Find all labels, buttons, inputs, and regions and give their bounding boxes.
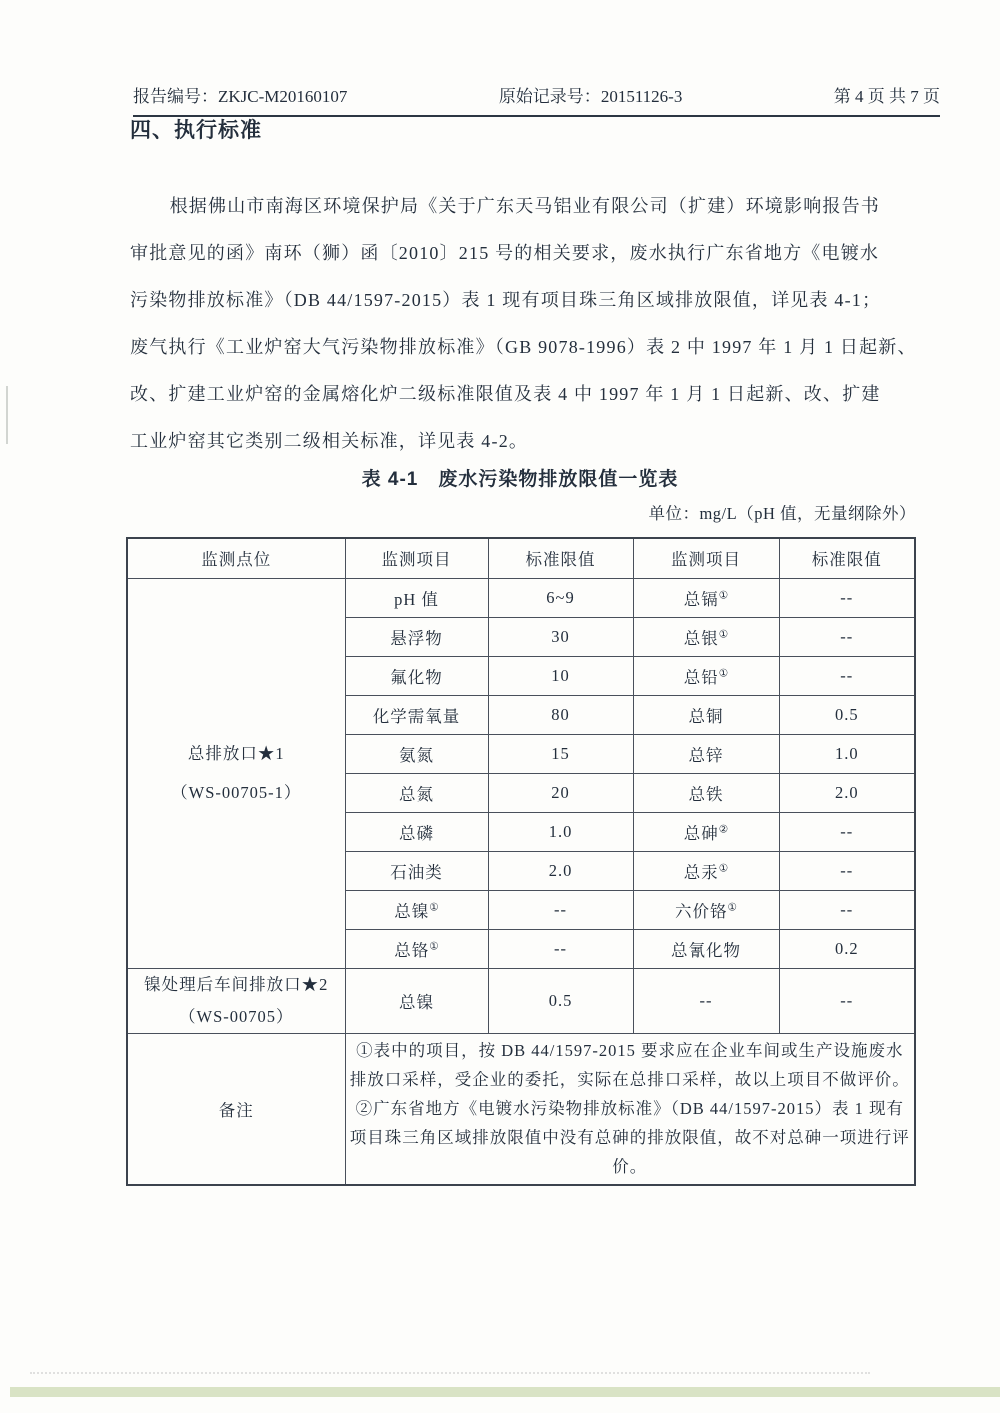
scan-edge-artifact [6,386,8,444]
remark-body [345,1033,915,1185]
report-number-label: 报告编号： [133,87,218,106]
col-header-item-1: 监测项目 [345,538,488,578]
point-name: 总排放口★1 [187,744,285,763]
limit-text: 0.2 [834,938,859,958]
remark-label: 备注 [127,1033,345,1185]
limit-text: -- [554,938,567,958]
item-cell [633,968,779,1033]
limit-cell [488,968,633,1033]
limit-cell [488,734,633,773]
limit-text: 10 [551,665,570,685]
footnote-mark: ① [718,668,729,679]
item-text: 总锌 [688,745,724,765]
point-code: （WS-00705） [179,1006,294,1026]
record-number [499,82,683,107]
item-text: 悬浮物 [390,628,443,648]
item-cell [633,578,779,617]
limit-cell [488,890,633,929]
footnote-mark: ② [718,824,729,835]
limit-text: 30 [551,626,570,646]
limit-text: 6~9 [546,587,575,607]
report-number [133,82,347,107]
limit-text: -- [840,990,854,1010]
point-code: （WS-00705-1） [171,783,302,802]
item-text: 总银 [683,628,719,648]
item-text: 总铁 [688,784,724,804]
limit-cell [488,812,633,851]
item-cell [345,578,488,617]
page-indicator: 第 4 页 共 7 页 [833,87,940,106]
limit-cell [779,890,915,929]
limit-text: 0.5 [834,704,859,724]
item-text: 总砷 [683,823,719,843]
table-row [127,578,915,617]
item-cell [633,734,779,773]
report-number-value: ZKJC-M20160107 [218,87,348,106]
item-text: 石油类 [390,862,443,882]
monitoring-point-cell [127,578,345,968]
limit-cell [488,695,633,734]
paragraph-line: 根据佛山市南海区环境保护局《关于广东天马铝业有限公司（扩建）环境影响报告书 [169,196,880,216]
limit-text: 0.5 [548,990,573,1010]
doc-header [133,82,940,117]
item-cell [633,773,779,812]
limit-text: 80 [551,704,570,724]
limit-cell [488,929,633,968]
limit-cell [779,812,915,851]
limit-text: -- [840,860,854,880]
item-text: 化学需氧量 [372,706,461,726]
item-text: pH 值 [394,589,439,609]
limit-cell [488,773,633,812]
item-text: 总铬 [394,940,430,960]
item-text: 六价铬 [675,901,728,921]
item-text: 总镉 [683,589,719,609]
point-name: 镍处理后车间排放口★2 [144,974,329,994]
limit-text: -- [840,665,854,685]
paragraph-line: 废气执行《工业炉窑大气污染物排放标准》（GB 9078-1996）表 2 中 1997 年 1 月 1 日起新、 [130,337,917,357]
limit-cell [779,695,915,734]
item-text: 氨氮 [399,745,434,765]
paragraph-line: 改、扩建工业炉窑的金属熔化炉二级标准限值及表 4 中 1997 年 1 月 1 日起新、改、扩建 [130,384,881,404]
footnote-mark: ① [429,902,439,913]
col-header-limit-1: 标准限值 [488,538,633,578]
item-cell [633,890,779,929]
item-cell [345,812,488,851]
item-cell [345,773,488,812]
limit-cell [779,851,915,890]
limit-text: 15 [551,743,570,763]
limits-table [126,537,916,1186]
item-text: 总氰化物 [671,940,741,960]
monitoring-point-cell [127,968,345,1033]
limit-text: -- [840,821,854,841]
scan-smudge-artifact [30,1372,870,1374]
item-cell [345,968,488,1033]
item-cell [345,929,488,968]
item-cell [633,656,779,695]
limit-text: -- [840,587,854,607]
item-text: 总铅 [683,667,719,687]
item-cell [345,734,488,773]
limit-text: -- [840,626,854,646]
item-text: 总镍 [394,901,430,921]
limit-cell [488,851,633,890]
record-number-value: 20151126-3 [600,87,683,106]
limit-cell [779,578,915,617]
footnote-mark: ① [429,941,439,952]
body-paragraph [130,183,942,465]
item-text: 总镍 [399,992,434,1012]
item-text: 总磷 [399,823,434,843]
item-text: -- [699,990,713,1010]
limit-text: 1.0 [834,743,859,763]
limit-text: -- [554,899,567,919]
limit-cell [779,656,915,695]
limit-cell [779,734,915,773]
table-caption: 表 4-1 废水污染物排放限值一览表 [361,469,679,490]
scanner-band-artifact [10,1387,1000,1397]
item-text: 总氮 [399,784,434,804]
item-cell [633,929,779,968]
item-cell [633,617,779,656]
item-cell [345,656,488,695]
record-number-label: 原始记录号： [498,87,601,106]
limit-cell [779,968,915,1033]
item-cell [345,617,488,656]
item-cell [345,890,488,929]
unit-note: 单位：mg/L（pH 值，无量纲除外） [648,504,916,523]
table-row-nickel-outlet [127,968,915,1033]
paragraph-line: 审批意见的函》南环（狮）函〔2010〕215 号的相关要求，废水执行广东省地方《电镀水 [130,243,880,263]
footnote-mark: ① [718,629,729,640]
limit-text: -- [840,899,854,919]
limit-cell [779,929,915,968]
section-title: 四、执行标准 [130,119,262,142]
item-cell [633,695,779,734]
table-row-remarks [127,1033,915,1185]
limit-cell [779,773,915,812]
paragraph-line: 污染物排放标准》（DB 44/1597-2015）表 1 现有项目珠三角区域排放限值，详见表 4-1； [130,290,882,310]
item-cell [633,812,779,851]
remark-note-1: ①表中的项目，按 DB 44/1597-2015 要求应在企业车间或生产设施废水排放口采样，受企业的委托，实际在总排口采样，故以上项目不做评价。 [349,1041,910,1090]
col-header-limit-2: 标准限值 [779,538,915,578]
footnote-mark: ① [718,863,729,874]
limit-text: 2.0 [548,860,573,880]
remark-note-2: ②广东省地方《电镀水污染物排放标准》（DB 44/1597-2015）表 1 现有项目珠三角区域排放限值中没有总砷的排放限值，故不对总砷一项进行评价。 [349,1099,910,1177]
limit-text: 20 [551,782,570,802]
item-text: 总汞 [683,862,719,882]
footnote-mark: ① [727,902,737,913]
footnote-mark: ① [718,590,729,601]
table-header-row [127,538,915,578]
col-header-item-2: 监测项目 [633,538,779,578]
item-text: 氟化物 [390,667,443,687]
item-cell [345,695,488,734]
limit-cell [488,656,633,695]
limit-cell [488,578,633,617]
paragraph-line: 工业炉窑其它类别二级相关标准，详见表 4-2。 [130,431,529,451]
col-header-point: 监测点位 [127,538,345,578]
limit-text: 2.0 [834,782,859,802]
item-cell [345,851,488,890]
limit-cell [779,617,915,656]
item-text: 总铜 [688,706,724,726]
limit-cell [488,617,633,656]
item-cell [633,851,779,890]
limit-text: 1.0 [548,821,573,841]
